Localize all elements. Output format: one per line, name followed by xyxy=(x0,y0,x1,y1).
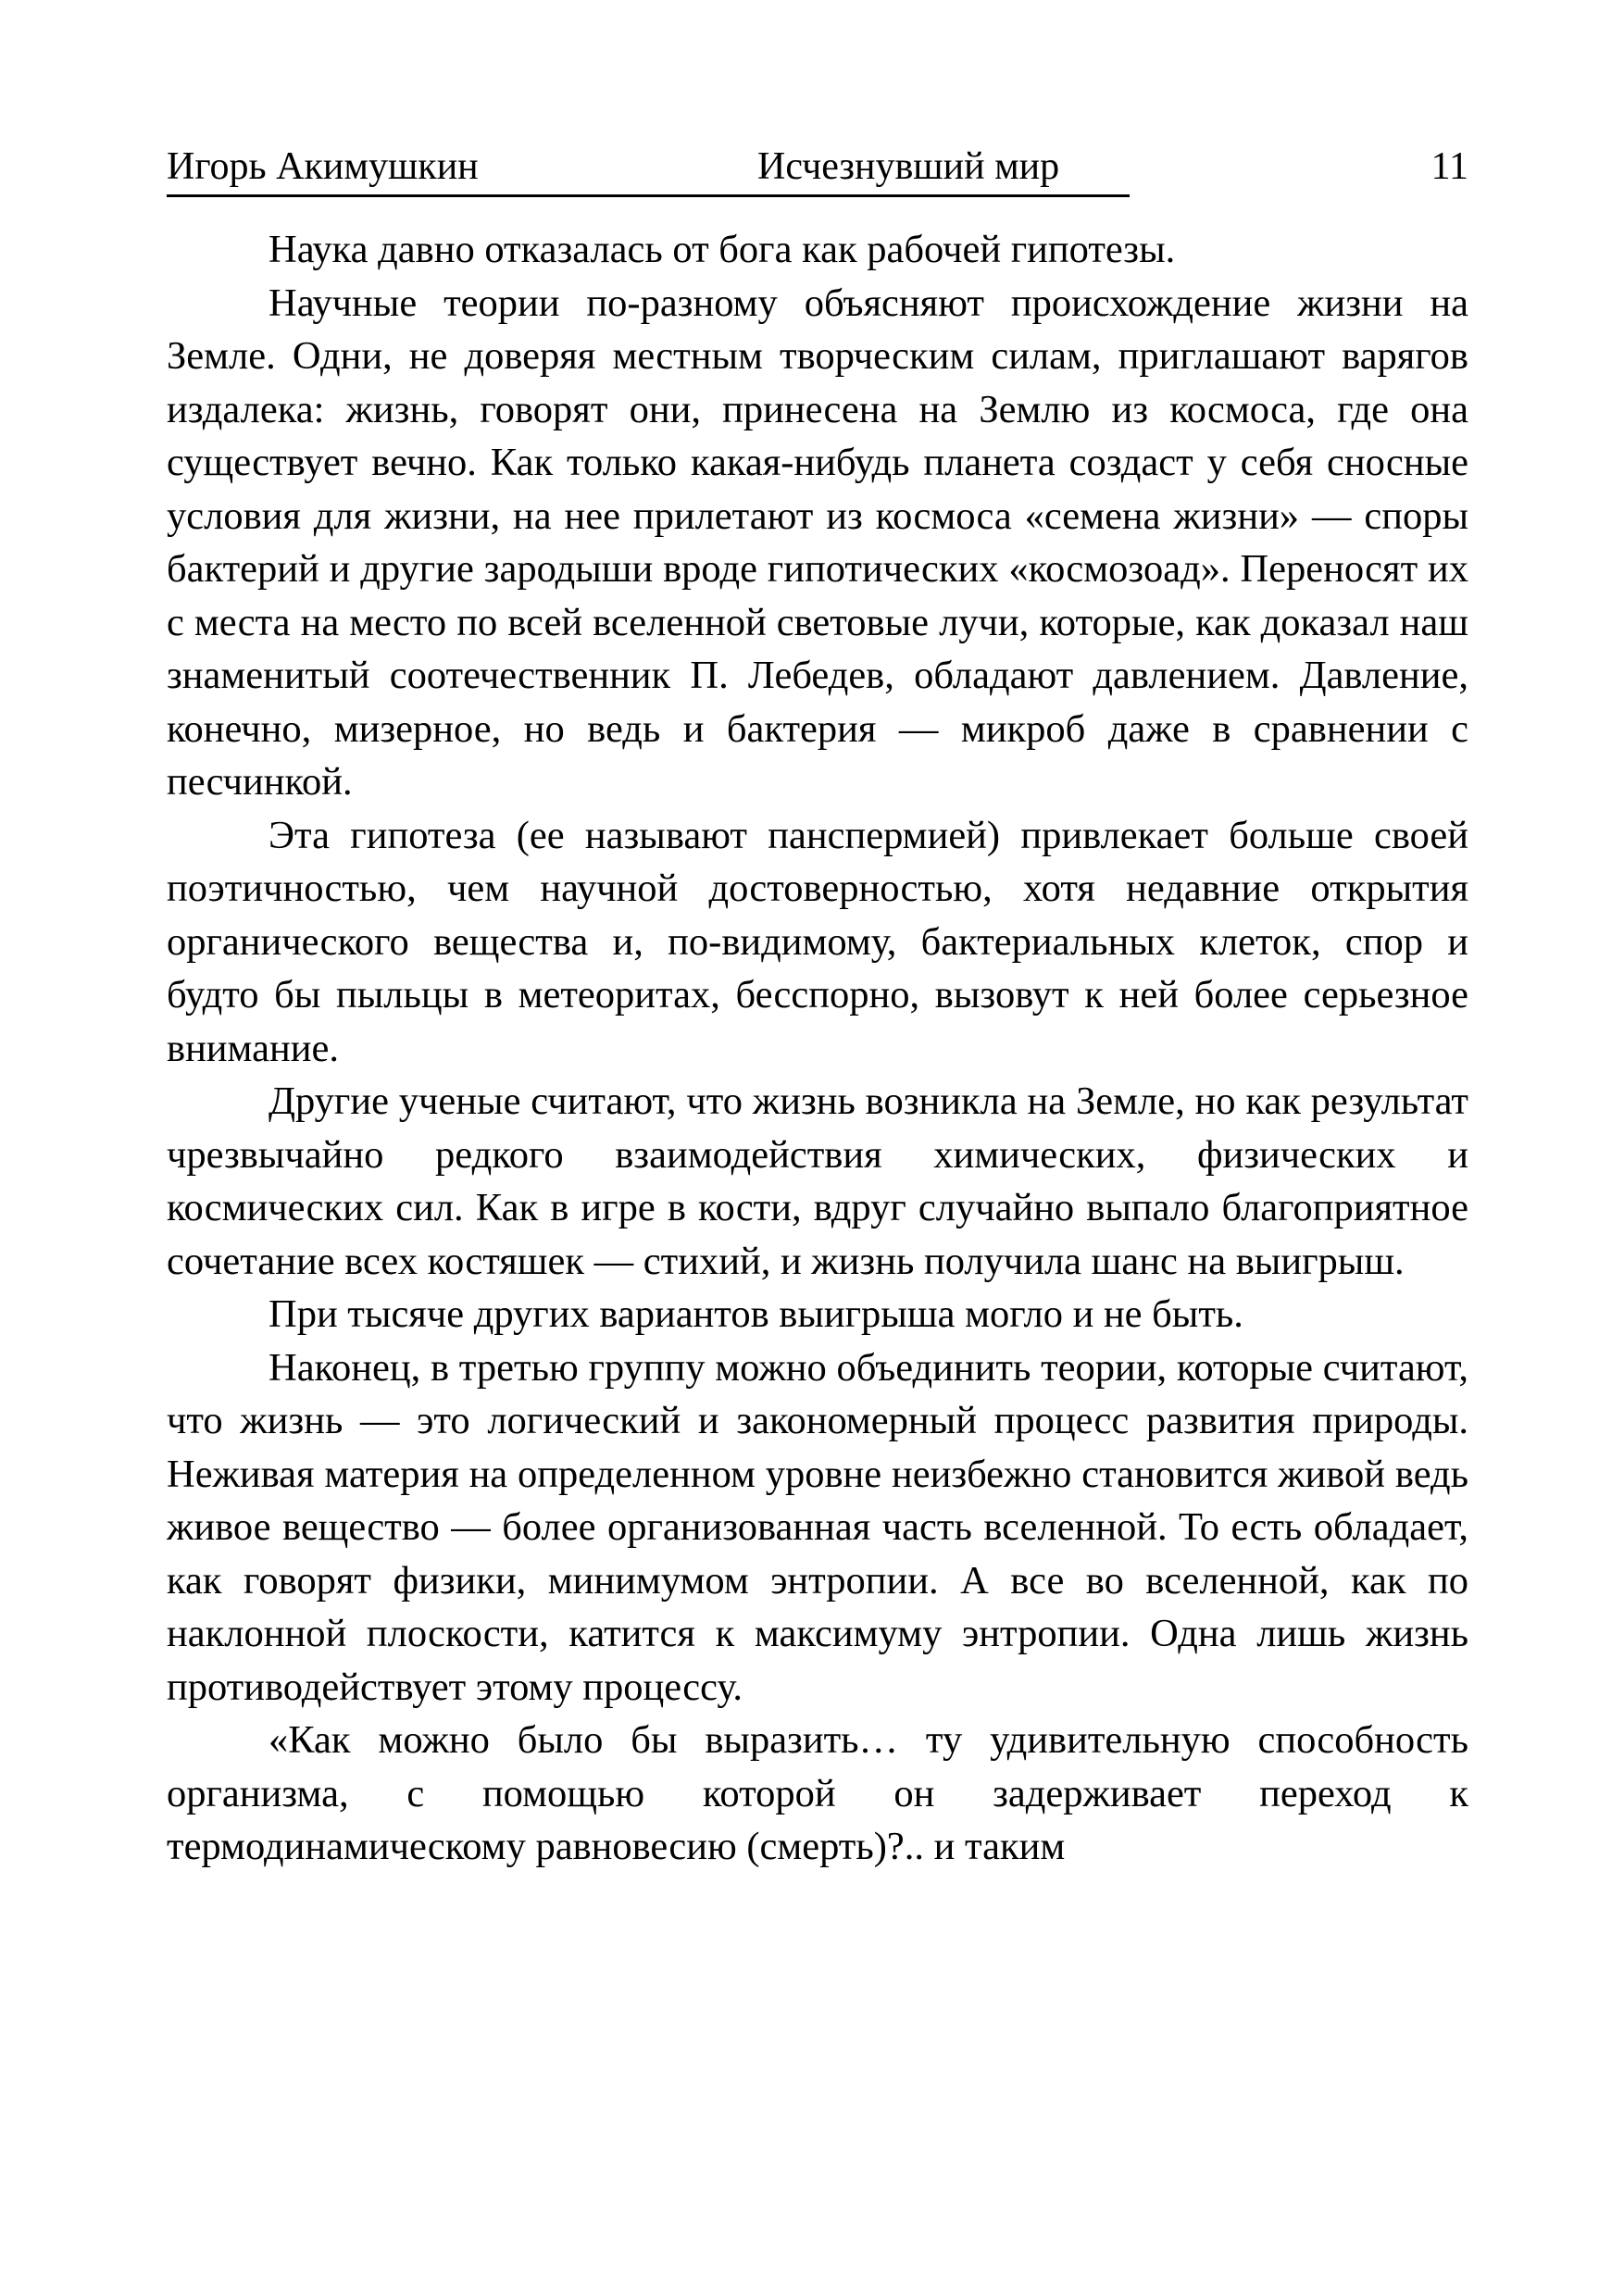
paragraph: «Как можно было бы выразить… ту удивительную способность организма, с помощью которой он задерживает переход к термодинамическому равновесию (смерть)?.. и таким xyxy=(167,1718,1468,1868)
header-author: Игорь Акимушкин xyxy=(167,145,479,188)
paragraph: Эта гипотеза (ее называют панспермией) привлекает больше своей поэтичностью, чем научной достоверностью, хотя недавние открытия органического вещества и, по-видимому, бактериальных клеток, спор и будто бы пыльцы в метеоритах, бесспорно, вызовут к ней более серьезное внимание. xyxy=(167,813,1468,1070)
paragraph: Научные теории по-разному объясняют происхождение жизни на Земле. Одни, не доверяя местным творческим силам, приглашают варягов издалека: жизнь, говорят они, принесена на Землю из космоса, где она существует вечно. Как только какая-нибудь планета создаст у себя сносные условия для жизни, на нее прилетают из космоса «семена жизни» — споры бактерий и другие зародыши вроде гипотических «космозоад». Переносят их с места на место по всей вселенной световые лучи, которые, как доказал наш знаменитый соотечественник П. Лебедев, обладают давлением. Давление, конечно, мизерное, но ведь и бактерия — микроб даже в сравнении с песчинкой. xyxy=(167,281,1468,804)
paragraph: Наука давно отказалась от бога как рабочей гипотезы. xyxy=(269,228,1176,271)
page-number: 11 xyxy=(1430,145,1468,188)
running-header xyxy=(167,139,1468,197)
document-page xyxy=(167,139,1468,1874)
paragraph: Наконец, в третью группу можно объединить теории, которые считают, что жизнь — это логический и закономерный процесс развития природы. Неживая материя на определенном уровне неизбежно становится живой ведь живое вещество — более организованная часть вселенной. То есть обладает, как говорят физики, минимумом энтропии. А все во вселенной, как по наклонной плоскости, катится к максимуму энтропии. Одна лишь жизнь противодействует этому процессу. xyxy=(167,1345,1468,1709)
paragraph: Другие ученые считают, что жизнь возникла на Земле, но как результат чрезвычайно редкого взаимодействия химических, физических и космических сил. Как в игре в кости, вдруг случайно выпало благоприятное сочетание всех костяшек — стихий, и жизнь получила шанс на выигрыш. xyxy=(167,1079,1468,1283)
body-text xyxy=(167,223,1468,1874)
paragraph: При тысяче других вариантов выигрыша могло и не быть. xyxy=(269,1292,1243,1336)
header-book-title: Исчезнувший мир xyxy=(757,145,1060,188)
